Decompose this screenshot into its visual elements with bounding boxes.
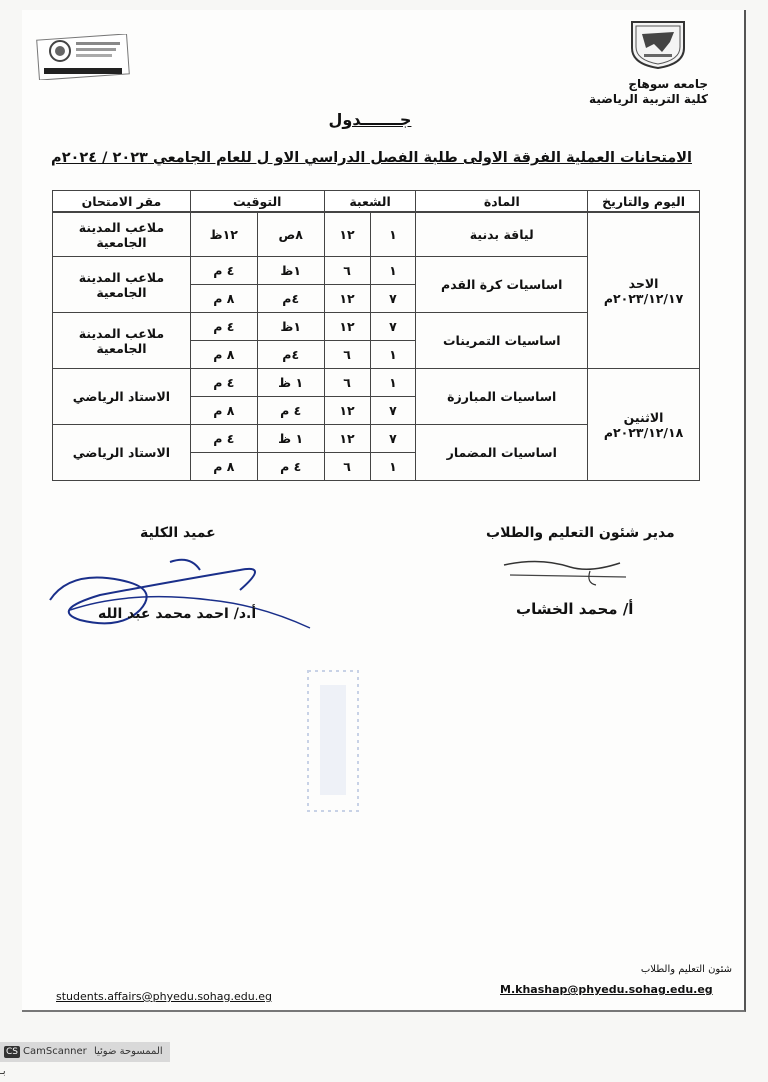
section-to: ١٢ xyxy=(324,397,370,425)
table-row xyxy=(53,213,700,257)
day-name: الاحد xyxy=(628,275,659,291)
dean-title: عميد الكلية xyxy=(140,525,216,541)
section-from: ١ xyxy=(370,213,416,257)
dean-name: أ.د/ احمد محمد عبد الله xyxy=(98,606,257,622)
header-day-date: اليوم والتاريخ xyxy=(588,191,700,212)
section-to: ١٢ xyxy=(324,425,370,453)
section-from: ١ xyxy=(370,257,416,285)
day-cell xyxy=(588,213,700,369)
camscanner-watermark xyxy=(0,1042,170,1077)
university-name: جامعه سوهاج xyxy=(628,77,708,91)
table-header-row xyxy=(53,191,700,212)
director-signature xyxy=(500,553,630,589)
time-to: ٤ م xyxy=(190,257,257,285)
time-to: ٨ م xyxy=(190,341,257,369)
subject-cell: اساسيات التمرينات xyxy=(416,313,588,369)
header-place: مقر الامتحان xyxy=(53,191,191,212)
director-title: مدير شئون التعليم والطلاب xyxy=(486,525,675,541)
section-to: ٦ xyxy=(324,341,370,369)
subject-cell: اساسيات المبارزة xyxy=(416,369,588,425)
time-from: ١ ظ xyxy=(257,425,324,453)
time-from: ١ظ xyxy=(257,257,324,285)
section-to: ٦ xyxy=(324,453,370,481)
subject-cell: اساسيات كرة القدم xyxy=(416,257,588,313)
day-name: الاثنين xyxy=(623,409,664,425)
header-section: الشعبة xyxy=(324,191,416,212)
section-from: ٧ xyxy=(370,425,416,453)
faculty-name: كلية التربية الرياضية xyxy=(589,92,708,106)
exam-schedule-body xyxy=(52,212,700,481)
section-to: ١٢ xyxy=(324,285,370,313)
section-from: ٧ xyxy=(370,397,416,425)
time-from: ٨ص xyxy=(257,213,324,257)
place-cell: ملاعب المدينة الجامعية xyxy=(53,257,191,313)
day-date: ٢٠٢٣/١٢/١٧م xyxy=(603,290,684,306)
place-cell: الاستاد الرياضي xyxy=(53,425,191,481)
time-from: ١ ظ xyxy=(257,369,324,397)
place-cell: ملاعب المدينة الجامعية xyxy=(53,313,191,369)
university-logo xyxy=(626,18,690,70)
time-to: ٨ م xyxy=(190,285,257,313)
camscanner-logo-icon: CS xyxy=(6,1047,18,1057)
section-to: ٦ xyxy=(324,257,370,285)
page-subtitle: الامتحانات العملية الفرقة الاولى طلبة الفصل الدراسي الاو ل للعام الجامعي ٢٠٢٣ / ٢٠٢٤م xyxy=(51,150,692,166)
section-from: ٧ xyxy=(370,285,416,313)
time-from: ٤م xyxy=(257,285,324,313)
section-from: ١ xyxy=(370,369,416,397)
day-cell xyxy=(588,369,700,481)
footer-department: شئون التعليم والطلاب xyxy=(640,964,732,975)
place-cell: ملاعب المدينة الجامعية xyxy=(53,213,191,257)
time-to: ٤ م xyxy=(190,425,257,453)
university-header xyxy=(589,77,708,107)
section-to: ١٢ xyxy=(324,213,370,257)
subject-cell: اساسيات المضمار xyxy=(416,425,588,481)
time-from: ٤ م xyxy=(257,397,324,425)
camscanner-label: CamScanner xyxy=(23,1046,87,1057)
faculty-logo xyxy=(36,34,130,80)
header-subject: المادة xyxy=(416,191,588,212)
section-from: ٧ xyxy=(370,313,416,341)
time-to: ٤ م xyxy=(190,313,257,341)
table-row xyxy=(53,369,700,397)
header-time: التوقيت xyxy=(190,191,324,212)
section-from: ١ xyxy=(370,453,416,481)
day-date: ٢٠٢٣/١٢/١٨م xyxy=(603,424,684,440)
time-from: ١ظ xyxy=(257,313,324,341)
time-to: ٨ م xyxy=(190,453,257,481)
place-cell: الاستاد الرياضي xyxy=(53,369,191,425)
director-name: أ/ محمد الخشاب xyxy=(516,600,634,618)
khashap-email[interactable]: M.khashap@phyedu.sohag.edu.eg xyxy=(500,983,713,996)
time-to: ٨ م xyxy=(190,397,257,425)
section-to: ١٢ xyxy=(324,313,370,341)
time-to: ١٢ظ xyxy=(190,213,257,257)
section-to: ٦ xyxy=(324,369,370,397)
camscanner-arabic: الممسوحة ضوئيا بـ xyxy=(0,1046,163,1077)
page-title: جـــــــدول xyxy=(328,110,412,129)
section-from: ١ xyxy=(370,341,416,369)
time-from: ٤م xyxy=(257,341,324,369)
time-to: ٤ م xyxy=(190,369,257,397)
time-from: ٤ م xyxy=(257,453,324,481)
exam-schedule-table xyxy=(52,190,700,212)
dean-signature xyxy=(40,550,320,640)
subject-cell: لياقة بدنية xyxy=(416,213,588,257)
students-affairs-email[interactable]: students.affairs@phyedu.sohag.edu.eg xyxy=(56,990,272,1003)
faded-stamp xyxy=(300,665,370,815)
